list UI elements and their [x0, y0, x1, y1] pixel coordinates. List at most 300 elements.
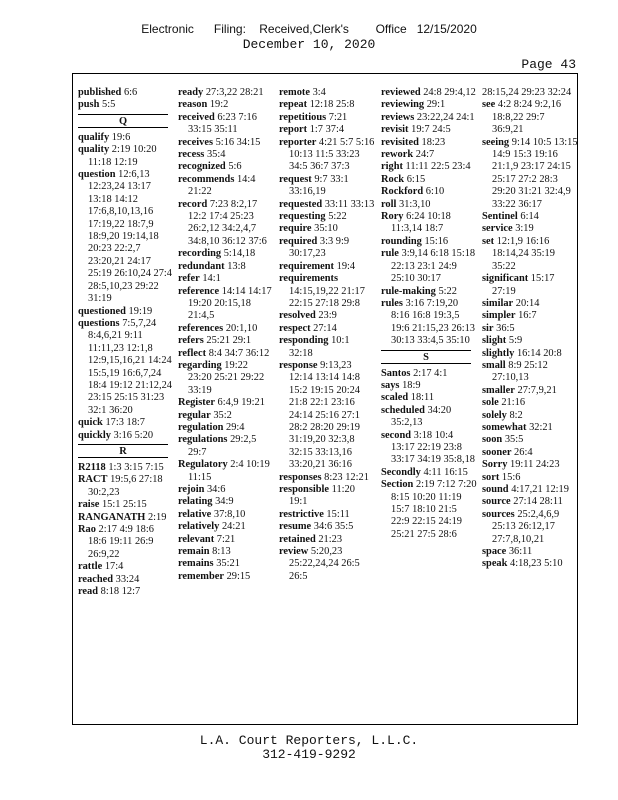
- index-term: record: [178, 198, 208, 210]
- index-term: Section: [381, 479, 414, 491]
- index-entry: [381, 248, 477, 285]
- index-term: reviewed: [381, 87, 421, 98]
- page-line-refs: 6:23 7:16 33:15 35:11: [188, 111, 257, 136]
- page-line-refs: 33:24: [115, 573, 140, 585]
- index-entry: [381, 137, 477, 149]
- page-line-refs: 1:7 37:4: [309, 124, 345, 136]
- index-term: sole: [482, 397, 499, 409]
- page-line-refs: 32:21: [529, 421, 553, 433]
- index-term: respect: [279, 322, 311, 334]
- index-term: quick: [78, 417, 103, 429]
- page-line-refs: 21:23: [318, 533, 343, 545]
- index-entry: [78, 574, 174, 586]
- transcript-date: December 10, 2020: [242, 37, 376, 52]
- page-line-refs: 8:23 12:21: [324, 471, 369, 483]
- index-column-1: [78, 87, 174, 598]
- page-line-refs: 19:19: [128, 305, 153, 317]
- index-term: responses: [279, 471, 322, 483]
- index-term: somewhat: [482, 421, 527, 433]
- index-entry: [279, 87, 375, 99]
- page-line-refs: 14:4 21:22: [188, 173, 256, 198]
- page-number: Page 43: [521, 57, 576, 72]
- page-line-refs: 35:4: [206, 149, 226, 161]
- index-term: revisited: [381, 136, 419, 148]
- index-term: published: [78, 87, 122, 98]
- index-term: smaller: [482, 384, 515, 396]
- index-term: repeat: [279, 99, 308, 111]
- page-line-refs: 5:5: [102, 99, 116, 111]
- section-letter: S: [381, 350, 471, 364]
- index-term: rattle: [78, 561, 103, 573]
- page-line-refs: 15:16: [424, 235, 449, 247]
- index-entry: [482, 459, 578, 471]
- index-term: reason: [178, 99, 208, 111]
- page-line-refs: 25:21 29:1: [206, 335, 252, 347]
- page-line-refs: 15:6: [501, 471, 521, 483]
- index-entry: [482, 348, 578, 360]
- index-term: recommends: [178, 173, 235, 185]
- index-entry: [178, 571, 274, 583]
- index-entry: [381, 405, 477, 430]
- page-line-refs: 36:5: [496, 322, 515, 334]
- index-entry: [178, 459, 274, 484]
- index-term: soon: [482, 434, 503, 446]
- page-line-refs: 33:11 33:13: [324, 198, 375, 210]
- index-term: revisit: [381, 124, 409, 136]
- index-term: request: [279, 173, 312, 185]
- index-term: space: [482, 546, 507, 558]
- page-line-refs: 4:21 5:7 5:16 10:13 11:5 33:23 34:5 36:7 37:3: [289, 136, 375, 173]
- index-term: remember: [178, 570, 224, 582]
- index-entry: [78, 499, 174, 511]
- index-entry: [381, 112, 477, 124]
- index-entry: [78, 417, 174, 429]
- index-entry: [482, 298, 578, 310]
- index-term: response: [279, 359, 318, 371]
- index-column-3: [279, 87, 375, 583]
- index-entry: [482, 509, 578, 546]
- index-term: Rockford: [381, 186, 424, 198]
- page-line-refs: 29:2,5 29:7: [188, 434, 257, 458]
- page-line-refs: 17:3 18:7: [105, 417, 145, 429]
- index-entry: [482, 87, 578, 99]
- page-line-refs: 37:8,10: [213, 508, 246, 520]
- index-entry: [482, 335, 578, 347]
- index-entry: [178, 149, 274, 161]
- index-entry: [279, 323, 375, 335]
- index-term: RACT: [78, 474, 108, 486]
- index-term: R2118: [78, 461, 106, 473]
- index-term: roll: [381, 198, 397, 210]
- index-term: Register: [178, 397, 215, 409]
- page-line-refs: 24:8 29:4,12: [423, 87, 476, 98]
- index-entry: [178, 422, 274, 434]
- index-term: RANGANATH: [78, 511, 146, 523]
- page-line-refs: 27:7,9,21: [517, 384, 557, 396]
- index-entry: [482, 546, 578, 558]
- index-entry: [279, 211, 375, 223]
- index-term: Secondly: [381, 466, 421, 478]
- index-entry: [482, 137, 578, 211]
- page-line-refs: 5:22: [328, 211, 347, 223]
- index-term: reflect: [178, 347, 207, 359]
- page-line-refs: 6:24 10:18 11:3,14 18:7: [391, 211, 451, 235]
- index-entry: [178, 546, 274, 558]
- index-term: scheduled: [381, 404, 425, 416]
- page-line-refs: 34:6 35:5: [313, 521, 354, 533]
- index-term: retained: [279, 533, 316, 545]
- index-entry: [78, 474, 174, 499]
- index-term: regular: [178, 409, 211, 421]
- index-term: source: [482, 496, 511, 508]
- index-entry: [178, 261, 274, 273]
- page-line-refs: 35:21: [216, 558, 240, 570]
- index-entry: [78, 561, 174, 573]
- index-term: rejoin: [178, 484, 205, 495]
- page-line-refs: 19:22 23:20 25:21 29:22 33:19: [188, 359, 265, 396]
- index-term: sources: [482, 508, 515, 520]
- index-term: requirement: [279, 260, 335, 272]
- index-term: reached: [78, 573, 114, 585]
- page-line-refs: 8:2: [509, 409, 523, 421]
- index-term: sound: [482, 484, 509, 495]
- index-entry: [279, 99, 375, 111]
- index-entry: [178, 174, 274, 199]
- page-line-refs: 7:21: [216, 533, 236, 545]
- index-entry: [178, 273, 274, 285]
- page-line-refs: 19:5,6 27:18 30:2,23: [88, 474, 163, 498]
- index-term: Sentinel: [482, 211, 518, 223]
- index-term: responsible: [279, 484, 330, 495]
- section-letter: Q: [78, 114, 168, 128]
- page-line-refs: 5:6: [228, 161, 242, 173]
- index-term: relatively: [178, 521, 220, 533]
- index-term: slight: [482, 335, 507, 347]
- index-term: received: [178, 111, 215, 123]
- index-entry: [178, 558, 274, 570]
- page-line-refs: 11:11 22:5 23:4: [405, 161, 471, 173]
- index-term: reviewing: [381, 99, 425, 111]
- page-line-refs: 16:14 20:8: [516, 347, 562, 359]
- index-term: ready: [178, 87, 204, 98]
- index-entry: [482, 397, 578, 409]
- index-entry: [381, 174, 477, 186]
- index-column-2: [178, 87, 274, 583]
- index-term: question: [78, 169, 116, 181]
- index-term: seeing: [482, 136, 510, 148]
- index-term: reference: [178, 285, 220, 297]
- index-entry: [279, 261, 375, 273]
- index-term: sooner: [482, 446, 512, 458]
- page-line-refs: 3:16 5:20: [113, 429, 154, 441]
- page-line-refs: 4:11 16:15: [423, 466, 468, 478]
- page-line-refs: 3:16 7:19,20 8:16 16:8 19:3,5 19:6 21:15,23 26:13 30:13 33:4,5 35:10: [391, 297, 475, 347]
- index-term: relating: [178, 496, 213, 508]
- index-term: right: [381, 161, 403, 173]
- filing-header: Electronic Filing: Received,Clerk's Office 12/15/2020: [141, 22, 477, 36]
- index-entry: [78, 144, 174, 169]
- index-term: regulations: [178, 434, 228, 446]
- index-entry: [78, 524, 174, 561]
- index-term: questioned: [78, 305, 126, 317]
- index-column-4: [381, 87, 477, 541]
- index-term: redundant: [178, 260, 225, 272]
- index-entry: [381, 99, 477, 111]
- index-term: recess: [178, 149, 205, 161]
- index-entry: [381, 380, 477, 392]
- index-entry: [381, 392, 477, 404]
- index-entry: [178, 534, 274, 546]
- page-line-refs: 2:17 4:1: [413, 367, 448, 379]
- page-line-refs: 6:6: [123, 87, 138, 98]
- index-entry: [78, 306, 174, 318]
- index-entry: [279, 137, 375, 174]
- index-term: raise: [78, 499, 100, 511]
- page-line-refs: 25:2,4,6,9 25:13 26:12,17 27:7,8,10,21: [492, 508, 560, 545]
- index-term: relative: [178, 508, 212, 520]
- index-entry: [482, 273, 578, 298]
- index-entry: [482, 484, 578, 496]
- index-entry: [381, 124, 477, 136]
- index-term: remains: [178, 558, 214, 570]
- index-term: rules: [381, 297, 403, 309]
- page-line-refs: 5:9: [508, 335, 523, 347]
- index-term: rounding: [381, 235, 422, 247]
- page-line-refs: 4:2 8:24 9:2,16 18:8,22 29:7 36:9,21: [492, 99, 562, 136]
- index-entry: [178, 360, 274, 397]
- page-line-refs: 6:14: [520, 211, 539, 223]
- page-line-refs: 8:4 34:7 36:12: [208, 347, 270, 359]
- index-term: recognized: [178, 161, 226, 173]
- index-entry: [279, 310, 375, 322]
- index-term: similar: [482, 297, 514, 309]
- index-entry: [482, 310, 578, 322]
- index-term: resolved: [279, 310, 316, 322]
- page-line-refs: 2:19 7:12 7:20 8:15 10:20 11:19 15:7 18:10 21:5 22:9 22:15 24:19 25:21 27:5 28:6: [391, 479, 477, 540]
- page-line-refs: 6:4,9 19:21: [217, 397, 265, 409]
- page-line-refs: 5:16 34:15: [215, 136, 261, 148]
- index-entry: [178, 509, 274, 521]
- page-line-refs: 9:13,23 12:14 13:14 14:8 15:2 19:15 20:24 21:8 22:1 23:16 24:14 25:16 27:1 28:2 28:20 29:19 31:19,20 32:3,8 32:15 33:13,16 33:20,21 36:16: [289, 359, 361, 471]
- index-entry: [279, 360, 375, 472]
- page-line-refs: 7:23 8:2,17 12:2 17:4 25:23 26:2,12 34:2,4,7 34:8,10 36:12 37:6: [188, 198, 267, 247]
- index-entry: [178, 112, 274, 137]
- index-entry: [78, 462, 174, 474]
- index-entry: [381, 161, 477, 173]
- index-entry: [279, 484, 375, 509]
- page-line-refs: 26:4: [514, 446, 533, 458]
- index-entry: [381, 199, 477, 211]
- index-entry: [381, 211, 477, 236]
- index-term: reporter: [279, 136, 317, 148]
- page-line-refs: 29:1: [426, 99, 446, 111]
- page-line-refs: 18:9: [402, 379, 421, 391]
- page-line-refs: 24:7: [415, 149, 435, 161]
- index-entry: [78, 99, 174, 111]
- page-line-refs: 18:11: [410, 392, 435, 404]
- index-term: Rock: [381, 173, 405, 185]
- index-entry: [78, 318, 174, 417]
- page-line-refs: 6:10: [425, 186, 445, 198]
- page-line-refs: 6:15: [406, 173, 426, 185]
- index-entry: [482, 360, 578, 385]
- index-term: rule: [381, 248, 399, 260]
- page-line-refs: 2:17 4:9 18:6 18:6 19:11 26:9 26:9,22: [88, 524, 154, 560]
- index-term: quickly: [78, 429, 111, 441]
- index-term: questions: [78, 317, 120, 329]
- index-entry: [482, 472, 578, 484]
- index-entry: [178, 87, 274, 99]
- page-line-refs: 14:1: [202, 273, 221, 285]
- page-line-refs: 15:1 25:15: [101, 499, 147, 511]
- index-entry: [381, 467, 477, 479]
- page-line-refs: 8:9 25:12 27:10,13: [492, 359, 548, 384]
- index-term: quality: [78, 144, 110, 156]
- index-term: slightly: [482, 347, 515, 359]
- index-term: second: [381, 429, 412, 441]
- index-term: see: [482, 99, 496, 111]
- page-line-refs: 12:6,13 12:23,24 13:17 13:18 14:12 17:6,8,10,13,16 17:19,22 18:7,9 18:9,20 19:14,18 20:23 22:2,7 23:20,21 24:17 25:19 26:10,24 27:4 28:5,10,23 29:22 31:19: [88, 169, 172, 305]
- page-line-refs: 13:8: [227, 260, 246, 272]
- index-entry: [482, 434, 578, 446]
- index-entry: [482, 447, 578, 459]
- index-term: requirements: [279, 273, 339, 285]
- index-term: regulation: [178, 421, 224, 433]
- index-entry: [482, 223, 578, 235]
- index-entry: [381, 479, 477, 541]
- index-entry: [482, 323, 578, 335]
- page-line-refs: 7:21: [328, 111, 348, 123]
- index-entry: [482, 99, 578, 136]
- index-entry: [279, 236, 375, 261]
- page-line-refs: 20:14: [515, 297, 540, 309]
- index-entry: [78, 512, 174, 524]
- page-line-refs: 15:11: [326, 508, 350, 520]
- index-term: refers: [178, 335, 204, 347]
- index-term: push: [78, 99, 100, 111]
- page-line-refs: 3:4: [312, 87, 326, 98]
- page-line-refs: 36:11: [508, 546, 533, 558]
- index-term: Rory: [381, 211, 404, 223]
- index-entry: [178, 335, 274, 347]
- index-entry: [178, 496, 274, 508]
- page-line-refs: 2:19 10:20 11:18 12:19: [88, 144, 157, 168]
- page-line-refs: 35:2: [213, 409, 232, 421]
- page-line-refs: 19:6: [111, 131, 131, 143]
- index-entry: [482, 422, 578, 434]
- reporter-phone: 312-419-9292: [262, 747, 356, 762]
- index-entry: [78, 586, 174, 598]
- index-entry: [178, 434, 274, 459]
- page-line-refs: 31:3,10: [399, 198, 431, 210]
- index-entry: [279, 534, 375, 546]
- index-entry: [279, 273, 375, 310]
- index-entry: [279, 472, 375, 484]
- page-line-refs: 29:4: [226, 421, 245, 433]
- index-term: Santos: [381, 367, 411, 379]
- index-term: relevant: [178, 533, 215, 545]
- index-entry: [78, 169, 174, 305]
- index-term: require: [279, 223, 312, 235]
- page-line-refs: 9:7 33:1 33:16,19: [289, 173, 349, 198]
- page-line-refs: 19:4: [336, 260, 356, 272]
- page-line-refs: 11:20 19:1: [289, 484, 355, 508]
- index-entry: [78, 132, 174, 144]
- index-term: says: [381, 379, 400, 391]
- index-entry: [178, 348, 274, 360]
- index-term: sort: [482, 471, 500, 483]
- page-line-refs: 23:22,24 24:1: [416, 111, 475, 123]
- index-term: resume: [279, 521, 312, 533]
- index-entry: [178, 99, 274, 111]
- index-entry: [381, 368, 477, 380]
- index-term: speak: [482, 558, 508, 570]
- index-entry: [178, 248, 274, 260]
- page-line-refs: 14:15,19,22 21:17 22:15 27:18 29:8: [289, 285, 365, 309]
- index-term: service: [482, 223, 513, 235]
- page-line-refs: 29:15: [226, 570, 251, 582]
- index-entry: [178, 286, 274, 323]
- index-term: recording: [178, 248, 222, 260]
- index-entry: [78, 430, 174, 442]
- reporter-company: L.A. Court Reporters, L.L.C.: [199, 733, 419, 748]
- index-term: remain: [178, 546, 210, 558]
- index-entry: [279, 174, 375, 199]
- index-entry: [178, 397, 274, 409]
- page-line-refs: 21:16: [501, 397, 526, 409]
- index-term: report: [279, 124, 308, 136]
- index-entry: [381, 286, 477, 298]
- index-entry: [279, 112, 375, 124]
- index-term: small: [482, 359, 506, 371]
- index-term: simpler: [482, 310, 516, 322]
- index-term: set: [482, 235, 495, 247]
- index-term: Rao: [78, 524, 96, 535]
- page-line-refs: 2:4 10:19 11:15: [188, 459, 270, 483]
- index-term: qualify: [78, 131, 110, 143]
- page-line-refs: 10:1 32:18: [289, 335, 350, 359]
- page-line-refs: 19:7 24:5: [411, 124, 451, 136]
- index-term: refer: [178, 273, 200, 285]
- page-line-refs: 5:20,23 25:22,24,24 26:5 26:5: [289, 546, 360, 582]
- index-term: sir: [482, 322, 494, 334]
- page-line-refs: 1:3 3:15 7:15: [108, 461, 164, 473]
- page-line-refs: 14:14 14:17 19:20 20:15,18 21:4,5: [188, 285, 272, 322]
- page-line-refs: 3:19: [515, 223, 534, 235]
- index-entry: [178, 199, 274, 249]
- page-line-refs: 7:5,7,24 8:4,6,21 9:11 11:11,23 12:1,8 12:9,15,16,21 14:24 15:5,19 16:6,7,24 18:4 19:12 21:12,24 23:15 25:15 31:23 32:1 36:20: [88, 317, 172, 416]
- index-entry: [178, 521, 274, 533]
- word-index-frame: [72, 73, 578, 725]
- index-term: responding: [279, 335, 329, 347]
- page-line-refs: 16:7: [518, 310, 537, 322]
- page-line-refs: 20:1,10: [225, 322, 258, 334]
- index-entry: [178, 137, 274, 149]
- index-term: repetitious: [279, 111, 327, 123]
- index-entry: [381, 87, 477, 99]
- index-term: review: [279, 546, 309, 558]
- index-entry: [279, 223, 375, 235]
- page-line-refs: 3:3 9:9 30:17,23: [289, 235, 350, 260]
- index-term: rule-making: [381, 285, 436, 297]
- index-term: solely: [482, 409, 507, 421]
- index-term: required: [279, 235, 318, 247]
- page-line-refs: 8:18 12:7: [100, 586, 141, 598]
- index-term: remote: [279, 87, 310, 98]
- index-entry: [381, 236, 477, 248]
- page-line-refs: 19:2: [209, 99, 229, 111]
- page-line-refs: 12:1,9 16:16 18:14,24 35:19 35:22: [492, 235, 555, 272]
